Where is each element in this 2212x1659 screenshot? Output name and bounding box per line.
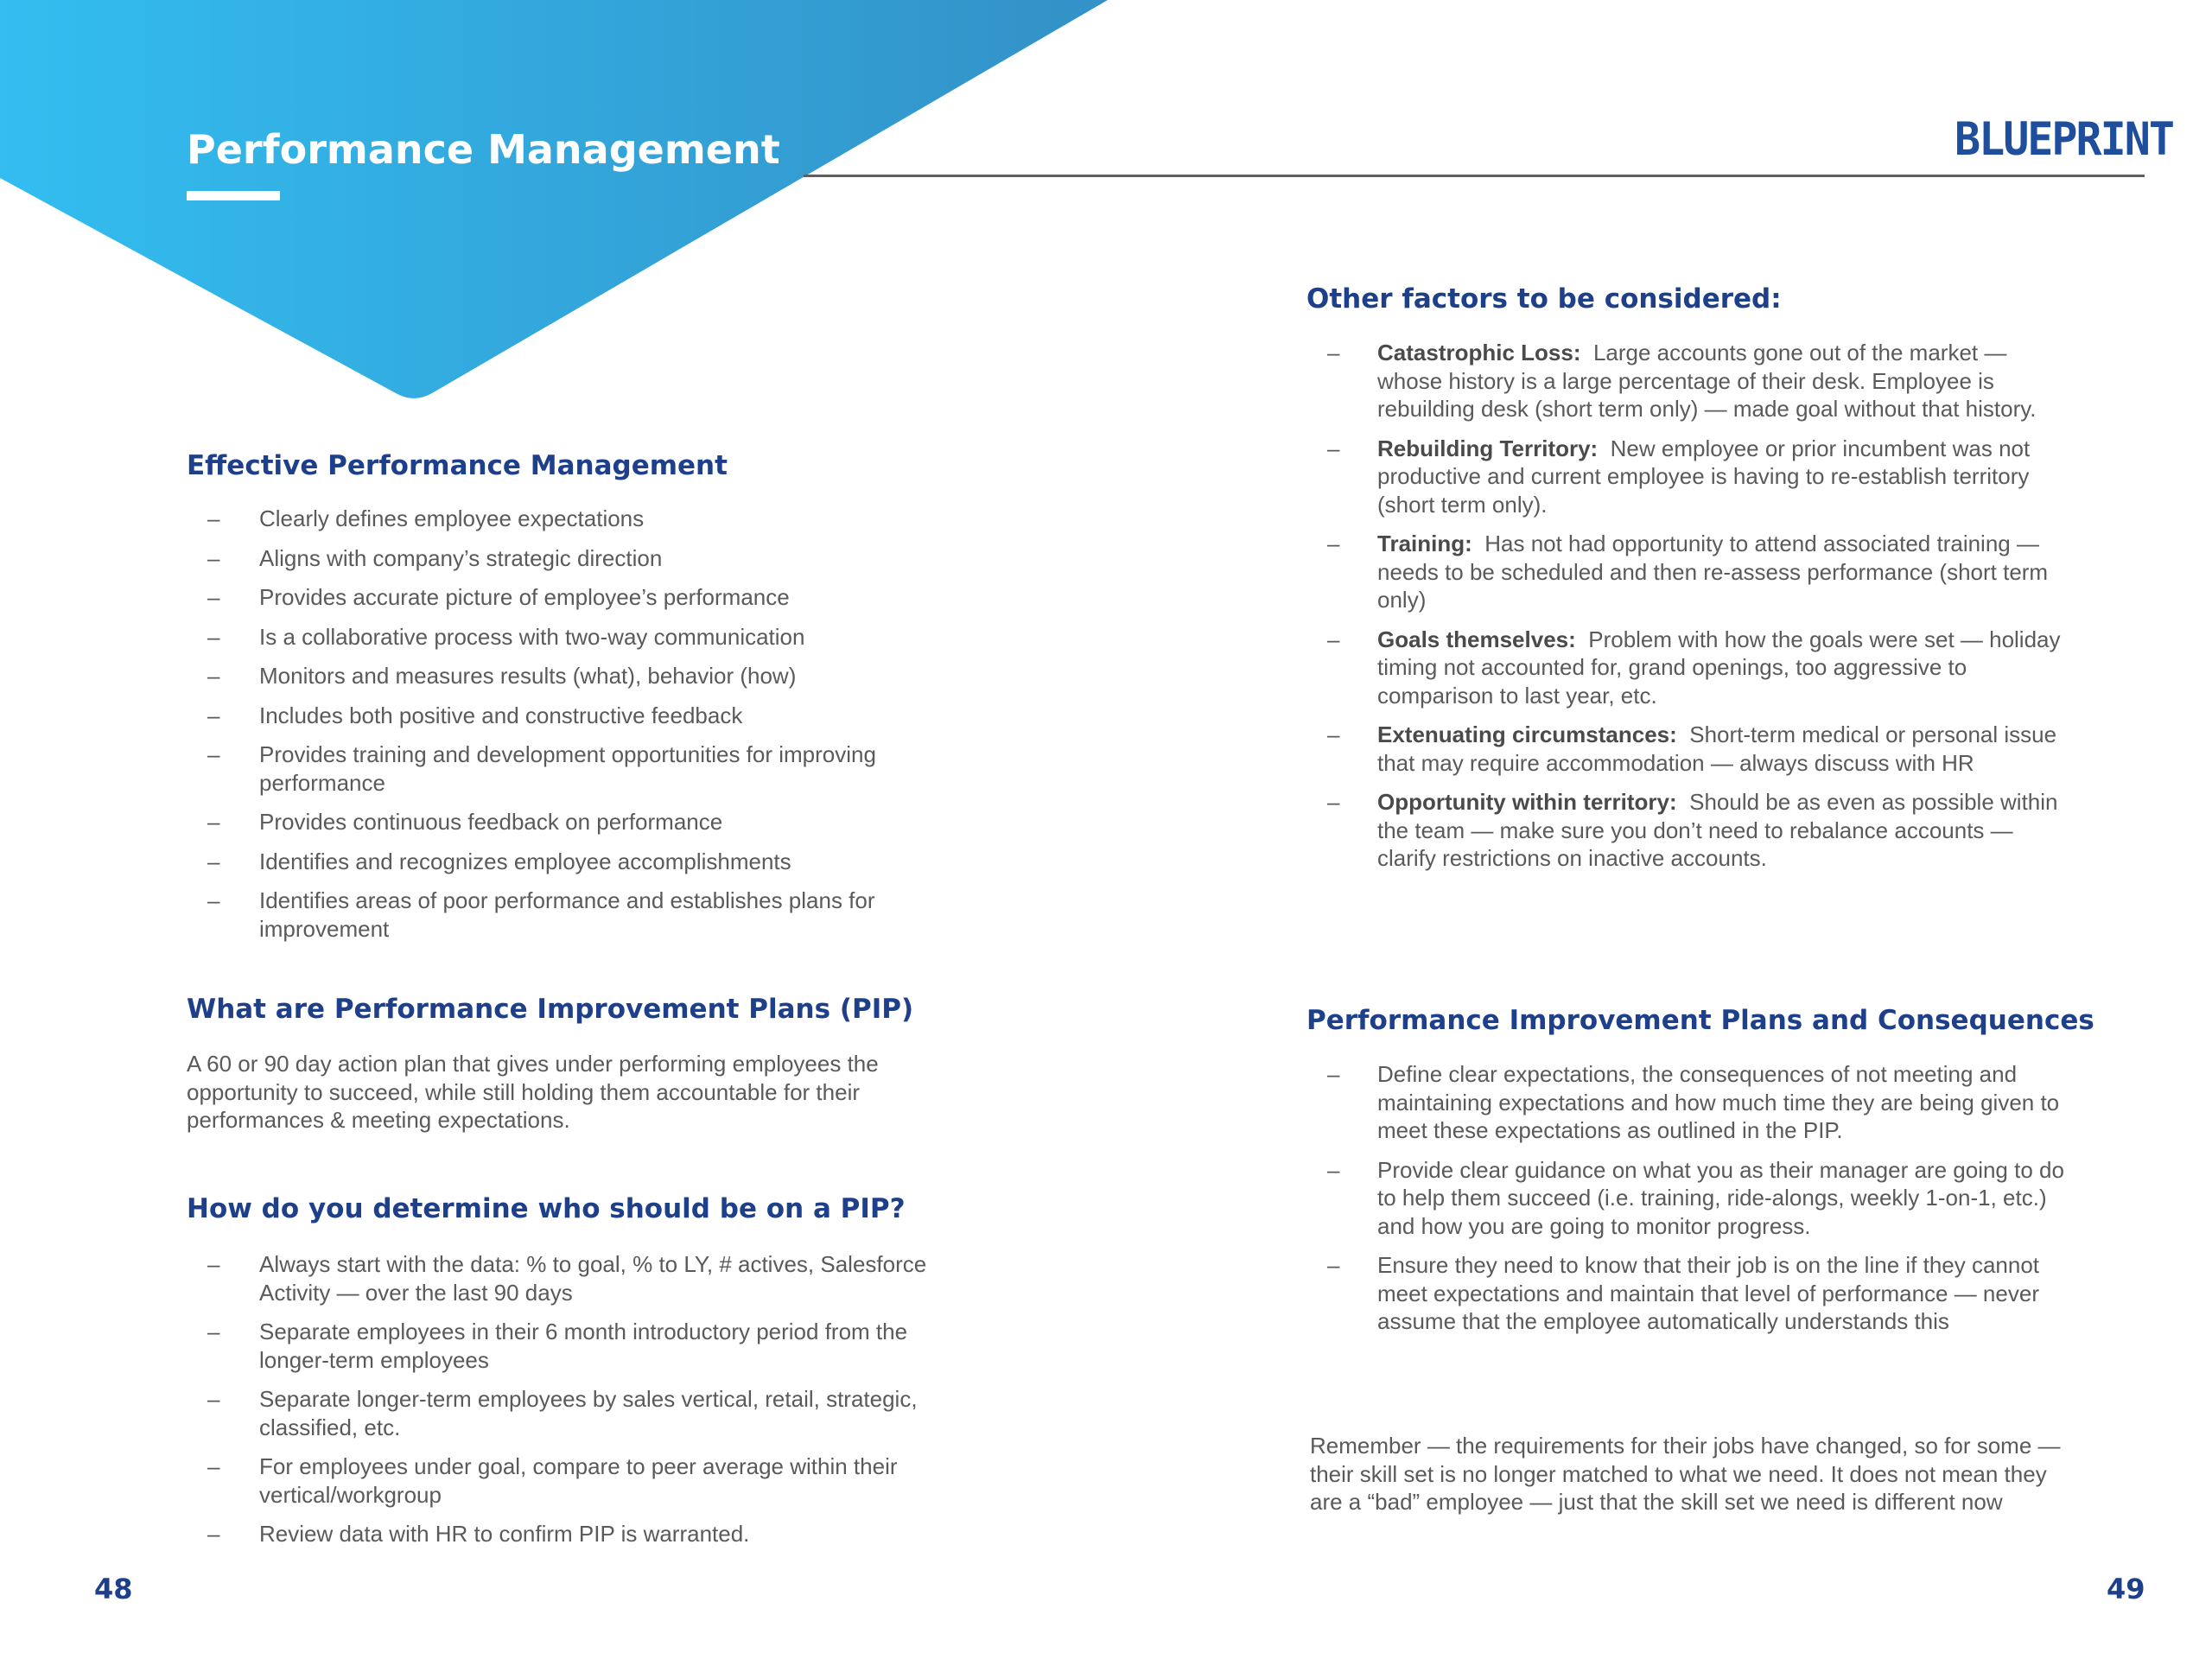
list-item: – Monitors and measures results (what), behavior (how) bbox=[207, 662, 959, 690]
list-item: – Aligns with company’s strategic direction bbox=[207, 544, 959, 573]
list-item: – Separate longer-term employees by sales vertical, retail, strategic, classified, etc. bbox=[207, 1385, 933, 1441]
list-item bbox=[1327, 435, 2070, 519]
factors-list bbox=[1327, 339, 2070, 884]
list-item: – Provides continuous feedback on performance bbox=[207, 808, 959, 836]
remember-note: Remember — the requirements for their jobs have changed, so for some — their skill set is no longer matched to what we need. It does not mean they are a “bad” employee — just that the skill set we need is different now bbox=[1310, 1433, 2061, 1515]
list-item: – Provide clear guidance on what you as their manager are going to do to help them succeed (i.e. training, ride-alongs, weekly 1-on-1, etc.) and how you are going to monitor progress. bbox=[1327, 1156, 2088, 1241]
factor-text: Has not had opportunity to attend associated training — needs to be scheduled and then re-assess performance (short term only) bbox=[1377, 531, 2049, 613]
list-item: – Ensure they need to know that their job is on the line if they cannot meet expectations and maintain that level of performance — never assume that the employee automatically understands this bbox=[1327, 1251, 2088, 1336]
consequences-list bbox=[1327, 1060, 2088, 1347]
page-number-left: 48 bbox=[94, 1573, 133, 1605]
who-pip-heading: How do you determine who should be on a PIP? bbox=[187, 1193, 906, 1224]
factors-heading: Other factors to be considered: bbox=[1306, 283, 1782, 315]
list-item bbox=[1327, 626, 2070, 710]
factor-label: Catastrophic Loss: bbox=[1377, 340, 1581, 365]
list-item: – Separate employees in their 6 month introductory period from the longer-term employees bbox=[207, 1318, 933, 1374]
factor-label: Opportunity within territory: bbox=[1377, 789, 1677, 815]
list-item bbox=[1327, 530, 2070, 614]
what-pip-heading: What are Performance Improvement Plans (PIP) bbox=[187, 994, 914, 1025]
list-item: – Always start with the data: % to goal, % to LY, # actives, Salesforce Activity — over the last 90 days bbox=[207, 1250, 933, 1306]
factor-label: Extenuating circumstances: bbox=[1377, 721, 1677, 747]
list-item: – Identifies and recognizes employee accomplishments bbox=[207, 848, 959, 876]
effective-heading: Effective Performance Management bbox=[187, 450, 728, 481]
list-item bbox=[1327, 339, 2070, 423]
factor-label: Goals themselves: bbox=[1377, 626, 1576, 652]
factor-text: Should be as even as possible within the team — make sure you don’t need to rebalance accounts — clarify restrictions on inactive accounts. bbox=[1377, 789, 2058, 871]
what-pip-body: A 60 or 90 day action plan that gives under performing employees the opportunity to succeed, while still holding them accountable for their performances & meeting expectations. bbox=[187, 1051, 879, 1133]
factor-text: Problem with how the goals were set — holiday timing not accounted for, grand openings, too aggressive to comparison to last year, etc. bbox=[1377, 626, 2061, 709]
list-item bbox=[1327, 788, 2070, 873]
page-number-right: 49 bbox=[2107, 1573, 2145, 1605]
list-item: – Review data with HR to confirm PIP is warranted. bbox=[207, 1520, 933, 1548]
header-banner-shape bbox=[0, 0, 1115, 406]
list-item: – Includes both positive and constructive feedback bbox=[207, 702, 959, 730]
who-pip-list bbox=[207, 1250, 933, 1560]
blueprint-logo: BLUEPRINT bbox=[1955, 112, 2173, 166]
list-item: – Provides training and development opportunities for improving performance bbox=[207, 741, 907, 797]
consequences-heading: Performance Improvement Plans and Consequences bbox=[1306, 1005, 2094, 1036]
list-item: – Define clear expectations, the consequences of not meeting and maintaining expectations and how much time they are being given to meet these expectations as outlined in the PIP. bbox=[1327, 1060, 2088, 1145]
factor-text: Large accounts gone out of the market — whose history is a large percentage of their desk. Employee is rebuilding desk (short term only) — made goal without that history. bbox=[1377, 340, 2037, 422]
factor-text: Short-term medical or personal issue that may require accommodation — always discuss with HR bbox=[1377, 721, 2057, 776]
list-item bbox=[1327, 721, 2070, 777]
list-item: – For employees under goal, compare to peer average within their vertical/workgroup bbox=[207, 1452, 933, 1509]
factor-text: New employee or prior incumbent was not productive and current employee is having to re-establish territory (short term only). bbox=[1377, 435, 2031, 518]
list-item: – Provides accurate picture of employee’s performance bbox=[207, 583, 959, 612]
list-item: – Is a collaborative process with two-way communication bbox=[207, 623, 959, 652]
page-title: Performance Management bbox=[187, 126, 780, 173]
header-divider bbox=[804, 175, 2145, 177]
title-underline bbox=[187, 191, 280, 200]
factor-label: Rebuilding Territory: bbox=[1377, 435, 1599, 461]
list-item: – Identifies areas of poor performance and establishes plans for improvement bbox=[207, 887, 976, 943]
list-item: – Clearly defines employee expectations bbox=[207, 505, 959, 533]
factor-label: Training: bbox=[1377, 531, 1472, 556]
effective-list bbox=[207, 505, 959, 954]
